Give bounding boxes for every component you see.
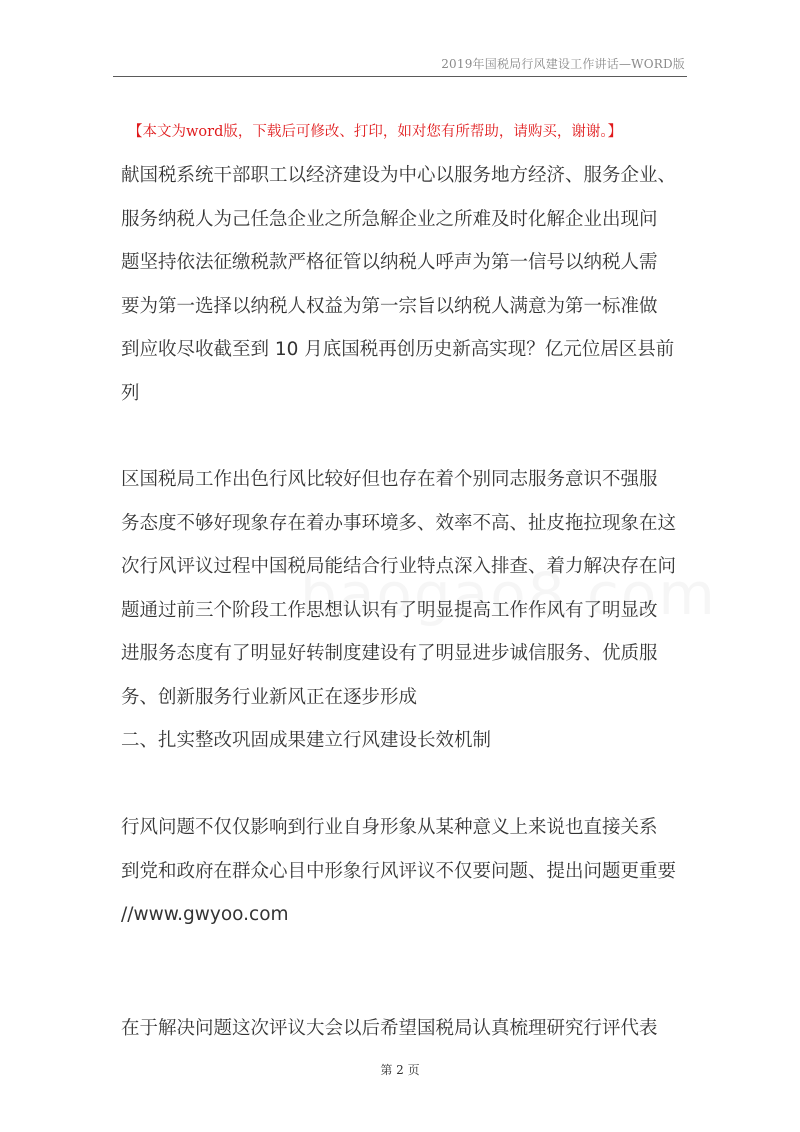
text-line: 区国税局工作出色行风比较好但也存在着个别同志服务意识不强服	[121, 469, 658, 490]
header-divider	[113, 76, 687, 77]
page-number: 第 2 页	[380, 1063, 420, 1077]
text-line: 题通过前三个阶段工作思想认识有了明显提高工作作风有了明显改	[121, 599, 658, 621]
text-line: 要为第一选择以纳税人权益为第一宗旨以纳税人满意为第一标准做	[121, 295, 658, 317]
text-line: 务、创新服务行业新风正在逐步形成	[121, 686, 418, 708]
paragraph-4	[121, 1007, 693, 1051]
download-notice: 【本文为word版，下载后可修改、打印，如对您有所帮助，请购买，谢谢。】	[128, 124, 623, 140]
paragraph-1	[121, 154, 693, 415]
text-line: 到应收尽收截至到 10 月底国税再创历史新高实现？亿元位居区县前	[121, 339, 675, 360]
text-line: 到党和政府在群众心目中形象行风评议不仅要问题、提出问题更重要	[121, 860, 677, 882]
text-line: 列	[121, 382, 140, 404]
text-line: 进服务态度有了明显好转制度建设有了明显进步诚信服务、优质服	[121, 643, 658, 664]
text-line: 在于解决问题这次评议大会以后希望国税局认真梳理研究行评代表	[121, 1018, 658, 1039]
text-line: 二、扎实整改巩固成果建立行风建设长效机制	[121, 730, 492, 751]
url-text-line: //www.gwyoo.com	[121, 904, 289, 925]
text-line: 务态度不够好现象存在着办事环境多、效率不高、扯皮拖拉现象在这	[121, 512, 677, 534]
text-line: 服务纳税人为己任急企业之所急解企业之所难及时化解企业出现问	[121, 208, 658, 230]
text-line: 行风问题不仅仅影响到行业自身形象从某种意义上来说也直接关系	[121, 817, 658, 838]
paragraph-2	[121, 458, 693, 719]
text-line: 次行风评议过程中国税局能结合行业特点深入排查、着力解决存在问	[121, 556, 677, 577]
text-line: 题坚持依法征缴税款严格征管以纳税人呼声为第一信号以纳税人需	[121, 252, 658, 273]
paragraph-3	[121, 806, 693, 937]
text-line: 献国税系统干部职工以经济建设为中心以服务地方经济、服务企业、	[121, 165, 677, 186]
section-heading	[121, 719, 693, 763]
running-header: 2019年国税局行风建设工作讲话—WORD版	[441, 57, 685, 71]
